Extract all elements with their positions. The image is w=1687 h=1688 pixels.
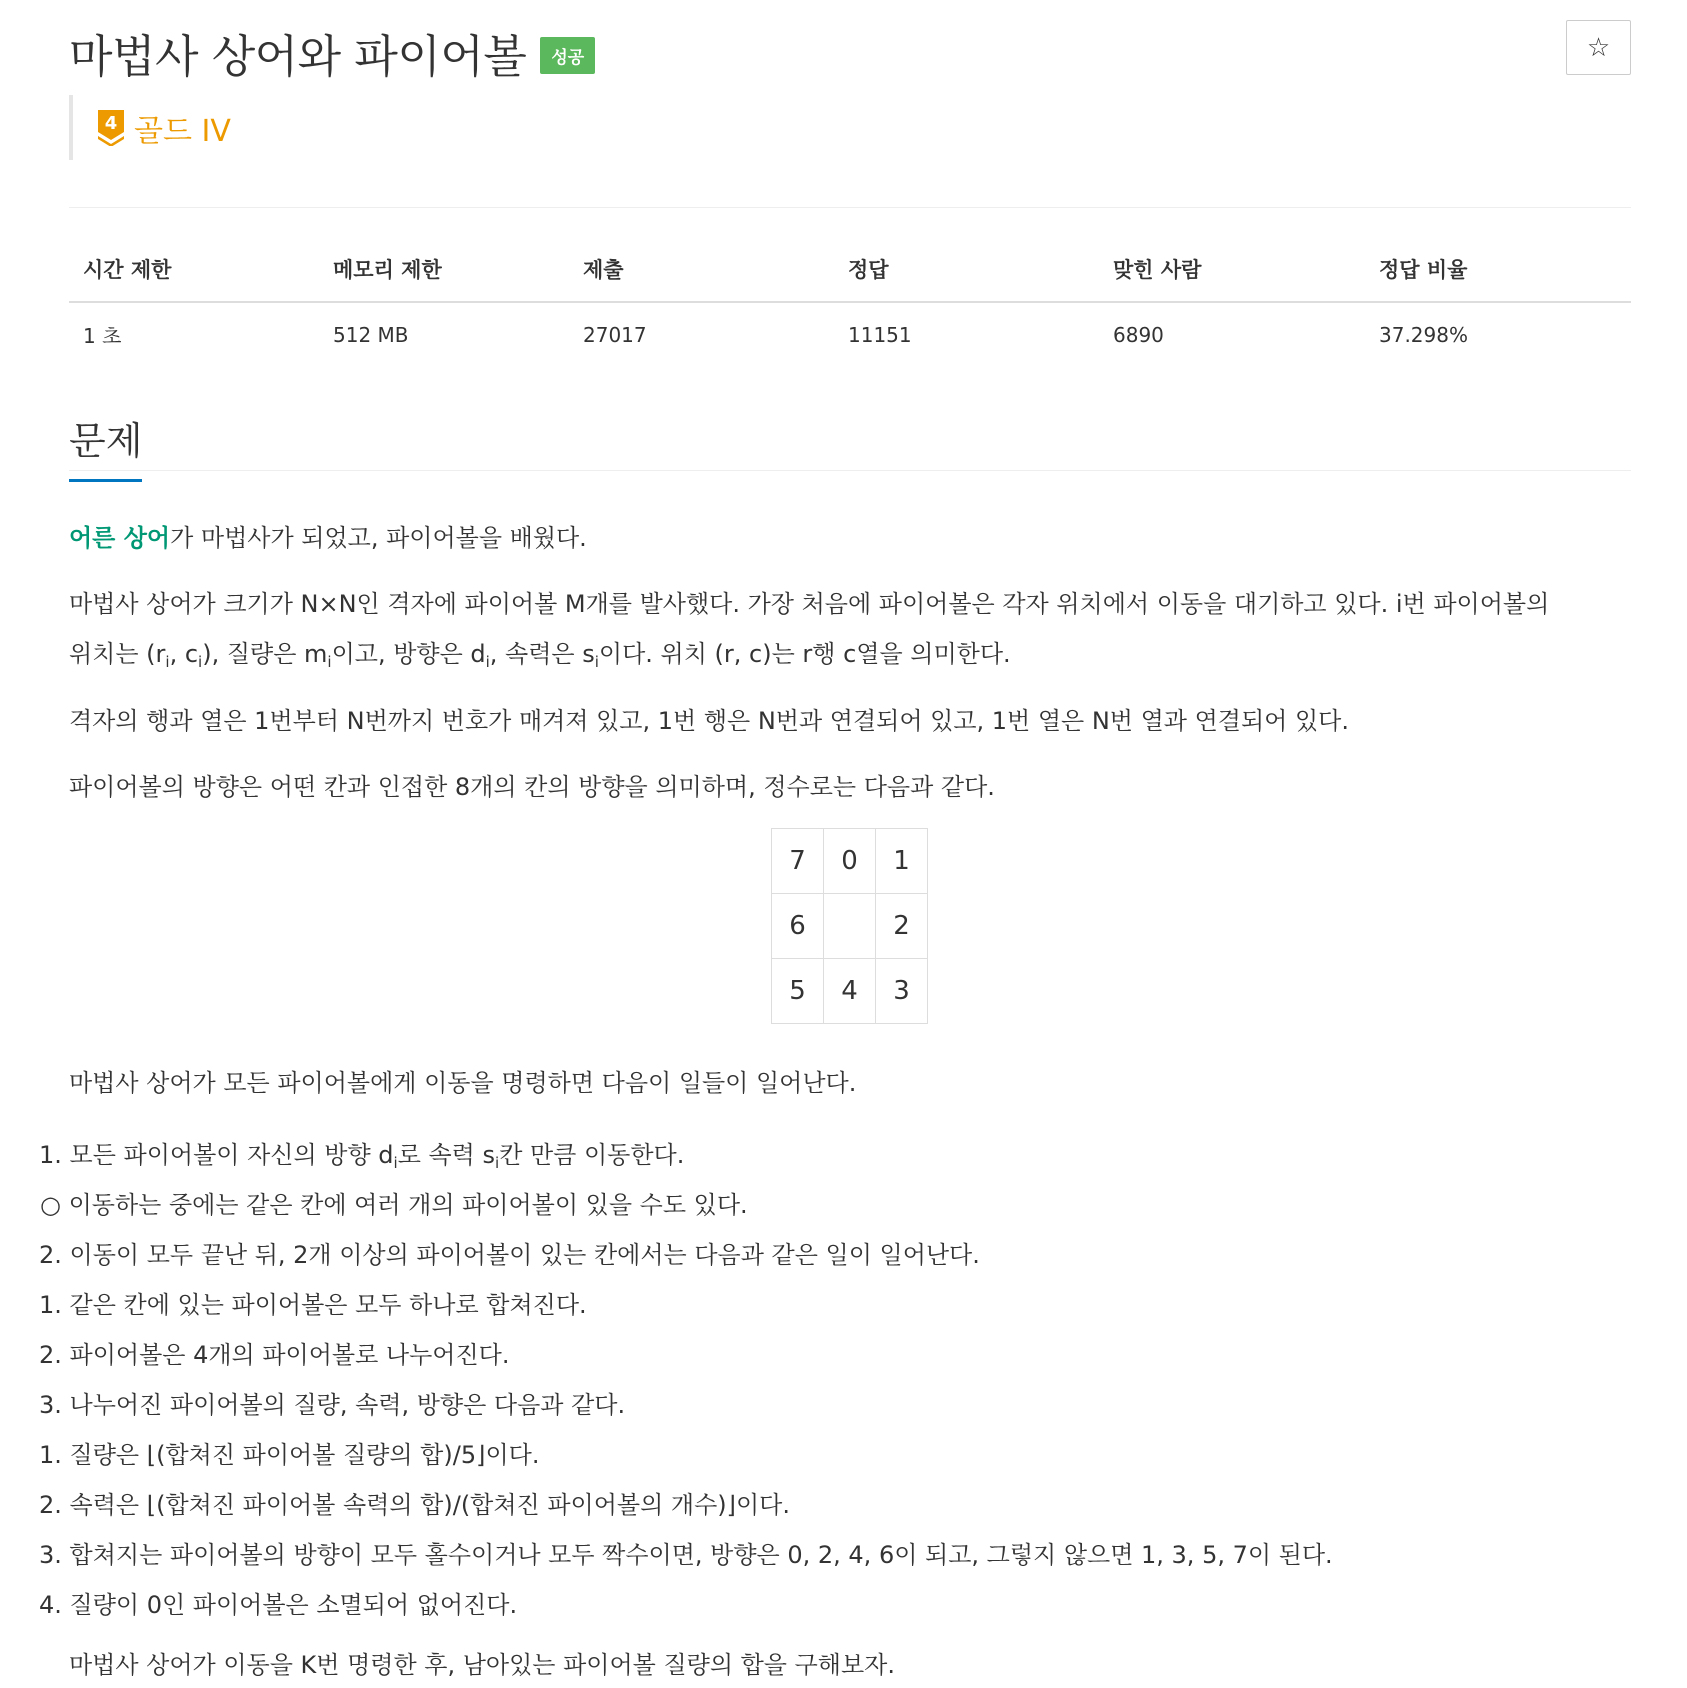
list-text: 나누어진 파이어볼의 질량, 속력, 방향은 다음과 같다.: [69, 1391, 626, 1419]
paragraph-grid: 격자의 행과 열은 1번부터 N번까지 번호가 매겨져 있고, 1번 행은 N번과 연결되어 있고, 1번 열은 N번 열과 연결되어 있다.: [69, 707, 1349, 735]
list-marker: 1.: [39, 1441, 62, 1469]
list-marker: 2.: [39, 1241, 62, 1269]
list-marker: 2.: [39, 1491, 62, 1519]
section-title: 문제: [69, 410, 142, 482]
subscript: i: [165, 653, 170, 671]
list-text: 질량이 0인 파이어볼은 소멸되어 없어진다.: [69, 1591, 518, 1619]
list-item: [39, 1435, 539, 1470]
header-accepted: 정답: [834, 240, 1099, 302]
list-marker: 1.: [39, 1291, 62, 1319]
paragraph-text: 가 마법사가 되었고, 파이어볼을 배웠다.: [170, 524, 587, 552]
memory-limit-value: 512 MB: [333, 322, 409, 347]
list-item: [39, 1135, 684, 1170]
paragraph-text: 이다. 위치 (r, c)는 r행 c열을 의미한다.: [598, 640, 1011, 668]
paragraph-text: , c: [169, 640, 199, 668]
problem-info-table: [69, 240, 1631, 366]
subscript: i: [327, 653, 332, 671]
tier-number: 4: [104, 112, 118, 134]
list-text: 칸 만큼 이동한다.: [499, 1141, 685, 1169]
paragraph-text: 마법사 상어가 크기가 N×N인 격자에 파이어볼 M개를 발사했다. 가장 처음에 파이어볼은 각자 위치에서 이동을 대기하고 있다. i번 파이어볼의: [69, 590, 1550, 618]
page-title: 마법사 상어와 파이어볼: [69, 30, 527, 83]
paragraph-command: 마법사 상어가 모든 파이어볼에게 이동을 명령하면 다음이 일들이 일어난다.: [69, 1069, 857, 1097]
list-item: [39, 1385, 625, 1420]
subscript: i: [495, 1154, 500, 1172]
header-memory-limit: 메모리 제한: [319, 240, 569, 302]
paragraph-text: 이고, 방향은 d: [331, 640, 486, 668]
paragraph-text: 위치는 (r: [69, 640, 166, 668]
list-marker: 1.: [39, 1141, 62, 1169]
list-item: [39, 1535, 1333, 1570]
direction-cell: 3: [876, 959, 928, 1024]
direction-cell: 0: [824, 829, 876, 894]
highlight-text: 어른 상어: [69, 524, 171, 552]
list-text: 속력은 ⌊(합쳐진 파이어볼 속력의 합)/(합쳐진 파이어볼의 개수)⌋이다.: [69, 1491, 790, 1519]
tier-gold-icon: [98, 110, 124, 146]
list-text: 로 속력 s: [397, 1141, 496, 1169]
subscript: i: [393, 1154, 398, 1172]
paragraph-text: , 속력은 s: [489, 640, 595, 668]
list-text: 합쳐지는 파이어볼의 방향이 모두 홀수이거나 모두 짝수이면, 방향은 0, 2, 4, 6이 되고, 그렇지 않으면 1, 3, 5, 7이 된다.: [69, 1541, 1333, 1569]
section-header: [69, 410, 142, 482]
list-marker: 2.: [39, 1341, 62, 1369]
table-row: [69, 302, 1631, 366]
header-solvers: 맞힌 사람: [1099, 240, 1365, 302]
status-badge: 성공: [540, 37, 595, 74]
subscript: i: [594, 653, 599, 671]
direction-cell: 6: [772, 894, 824, 959]
tier-label[interactable]: 골드 IV: [134, 113, 231, 149]
table-row: [772, 829, 928, 894]
list-item: [39, 1335, 509, 1370]
list-item: [39, 1485, 790, 1520]
table-header-row: [69, 240, 1631, 302]
paragraph-intro: [69, 513, 1631, 563]
subscript: i: [198, 653, 203, 671]
paragraph-direction: 파이어볼의 방향은 어떤 칸과 인접한 8개의 칸의 방향을 의미하며, 정수로는 다음과 같다.: [69, 773, 995, 801]
list-marker: 3.: [39, 1541, 62, 1569]
list-item: [39, 1285, 587, 1320]
paragraph-goal: 마법사 상어가 이동을 K번 명령한 후, 남아있는 파이어볼 질량의 합을 구해보자.: [69, 1651, 895, 1679]
header-ratio: 정답 비율: [1365, 240, 1631, 302]
divider: [69, 207, 1631, 208]
list-text: 모든 파이어볼이 자신의 방향 d: [69, 1141, 394, 1169]
list-bullet-circle: ○: [40, 1191, 61, 1219]
list-item: [39, 1235, 980, 1270]
section-divider: [69, 470, 1631, 471]
subscript: i: [485, 653, 490, 671]
submissions-value: 27017: [583, 322, 647, 347]
header-submissions: 제출: [569, 240, 834, 302]
direction-cell: 7: [772, 829, 824, 894]
header-time-limit: 시간 제한: [69, 240, 319, 302]
table-row: [772, 959, 928, 1024]
accepted-value: 11151: [848, 322, 912, 347]
problem-header: [69, 20, 595, 85]
direction-cell: 4: [824, 959, 876, 1024]
table-row: [772, 894, 928, 959]
solvers-value: 6890: [1113, 322, 1164, 347]
direction-cell: [824, 894, 876, 959]
direction-cell: 2: [876, 894, 928, 959]
star-icon: ☆: [1586, 32, 1611, 62]
tier-box[interactable]: [69, 95, 231, 160]
list-text: 질량은 ⌊(합쳐진 파이어볼 질량의 합)/5⌋이다.: [69, 1441, 540, 1469]
direction-cell: 1: [876, 829, 928, 894]
time-limit-value: 1 초: [83, 324, 122, 348]
paragraph-text: ), 질량은 m: [202, 640, 328, 668]
star-button[interactable]: [1566, 20, 1631, 75]
list-text: 이동이 모두 끝난 뒤, 2개 이상의 파이어볼이 있는 칸에서는 다음과 같은 일이 일어난다.: [69, 1241, 980, 1269]
list-marker: 4.: [39, 1591, 62, 1619]
list-text: 파이어볼은 4개의 파이어볼로 나누어진다.: [69, 1341, 510, 1369]
direction-cell: 5: [772, 959, 824, 1024]
list-item: [40, 1185, 748, 1220]
ratio-value: 37.298%: [1379, 322, 1468, 347]
list-item: [39, 1585, 517, 1620]
paragraph-setup: [69, 579, 1631, 679]
list-text: 같은 칸에 있는 파이어볼은 모두 하나로 합쳐진다.: [69, 1291, 587, 1319]
list-text: 이동하는 중에는 같은 칸에 여러 개의 파이어볼이 있을 수도 있다.: [68, 1191, 748, 1219]
list-marker: 3.: [39, 1391, 62, 1419]
direction-table: [771, 828, 928, 1024]
